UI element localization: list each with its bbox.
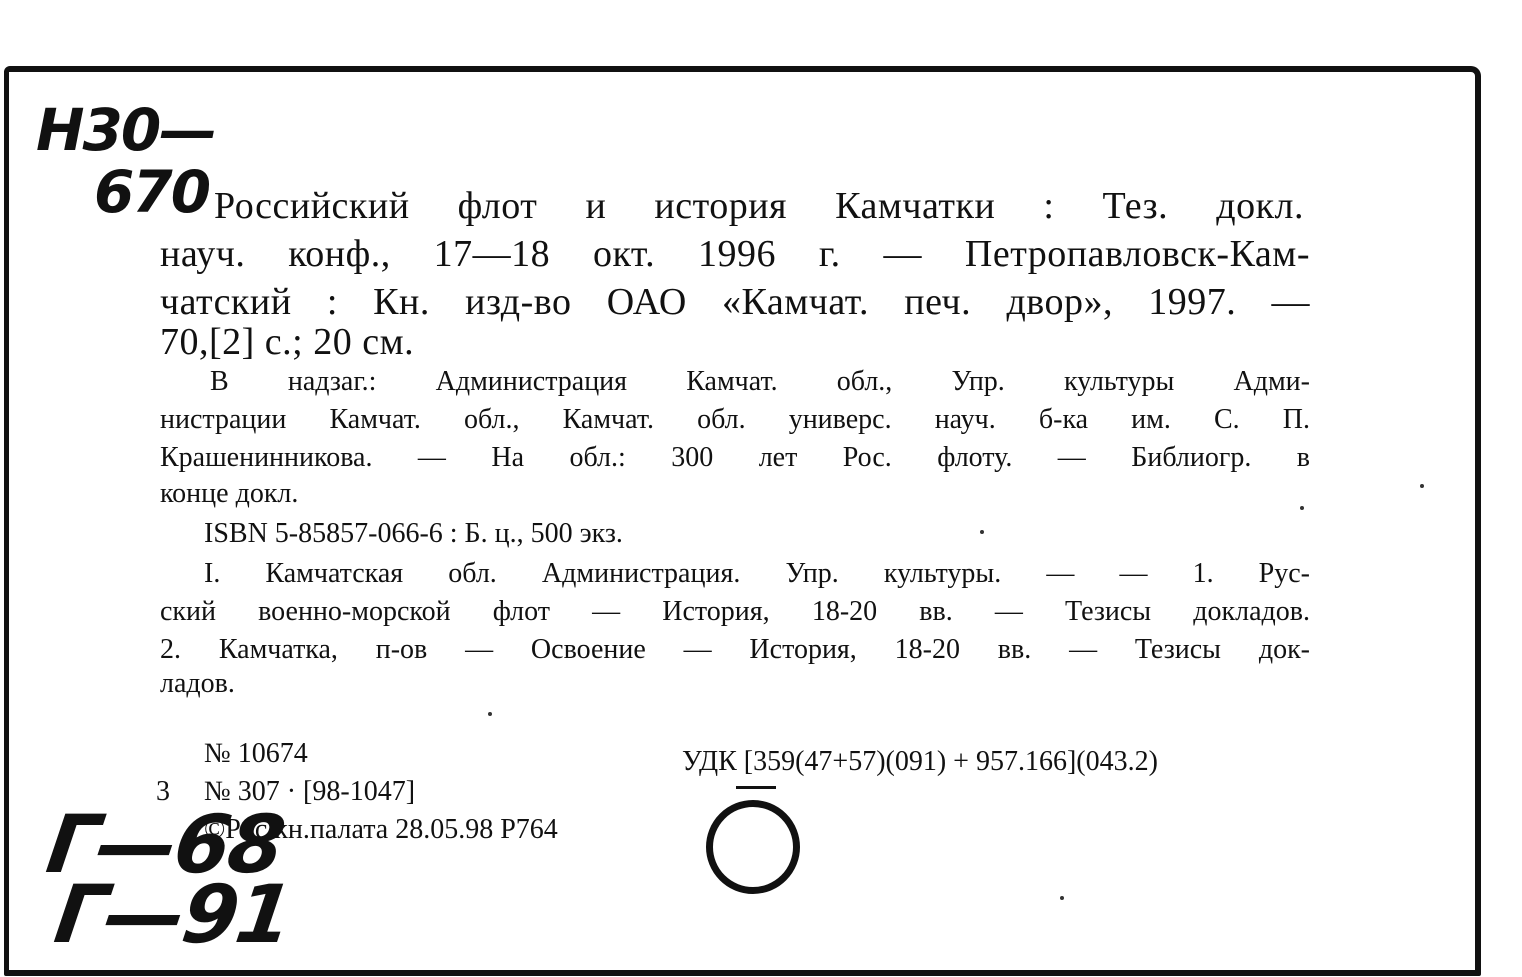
udk-classification: УДК [359(47+57)(091) + 957.166](043.2) bbox=[682, 746, 1158, 777]
record-number: № 10674 bbox=[204, 738, 308, 769]
handwritten-note-1: Г—68 bbox=[41, 798, 289, 891]
note-line-1: В надзаг.: Администрация Камчат. обл., Упр. культуры Адми- bbox=[210, 366, 1310, 397]
scan-speck bbox=[1060, 896, 1064, 900]
entry-title-line-4: 70,[2] с.; 20 см. bbox=[160, 321, 415, 363]
call-number-line2: 670 bbox=[94, 158, 210, 226]
udk-underline-mark bbox=[736, 786, 776, 789]
circle-stamp bbox=[706, 800, 800, 894]
note-line-2: нистрации Камчат. обл., Камчат. обл. универс. науч. б-ка им. С. П. bbox=[160, 404, 1310, 435]
card-number: № 307 · [98-1047] bbox=[204, 776, 416, 807]
isbn-line: ISBN 5-85857-066-6 : Б. ц., 500 экз. bbox=[204, 518, 623, 549]
scan-speck bbox=[1300, 506, 1304, 510]
copyright-line: ©Рос.кн.палата 28.05.98 Р764 bbox=[204, 814, 558, 845]
subject-line-3: 2. Камчатка, п-ов — Освоение — История, 18-20 вв. — Тезисы док- bbox=[160, 634, 1310, 665]
entry-title-line-1: Российский флот и история Камчатки : Тез. докл. bbox=[214, 185, 1304, 227]
scan-speck bbox=[1420, 484, 1424, 488]
scan-speck bbox=[980, 530, 984, 534]
handwritten-note-2: Г—91 bbox=[49, 868, 297, 961]
entry-title-line-3: чатский : Кн. изд-во ОАО «Камчат. печ. двор», 1997. — bbox=[160, 281, 1310, 323]
subject-line-1: I. Камчатская обл. Администрация. Упр. культуры. — — 1. Рус- bbox=[204, 558, 1310, 589]
scan-speck bbox=[488, 712, 492, 716]
note-line-3: Крашенинникова. — На обл.: 300 лет Рос. флоту. — Библиогр. в bbox=[160, 442, 1310, 473]
note-line-4: конце докл. bbox=[160, 478, 299, 509]
entry-title-line-2: науч. конф., 17—18 окт. 1996 г. — Петропавловск-Кам- bbox=[160, 233, 1310, 275]
subject-line-2: ский военно-морской флот — История, 18-20 вв. — Тезисы докладов. bbox=[160, 596, 1310, 627]
record-prefix: 3 bbox=[156, 776, 170, 807]
call-number-line1: Н30— bbox=[36, 96, 216, 164]
subject-line-4: ладов. bbox=[160, 668, 235, 699]
